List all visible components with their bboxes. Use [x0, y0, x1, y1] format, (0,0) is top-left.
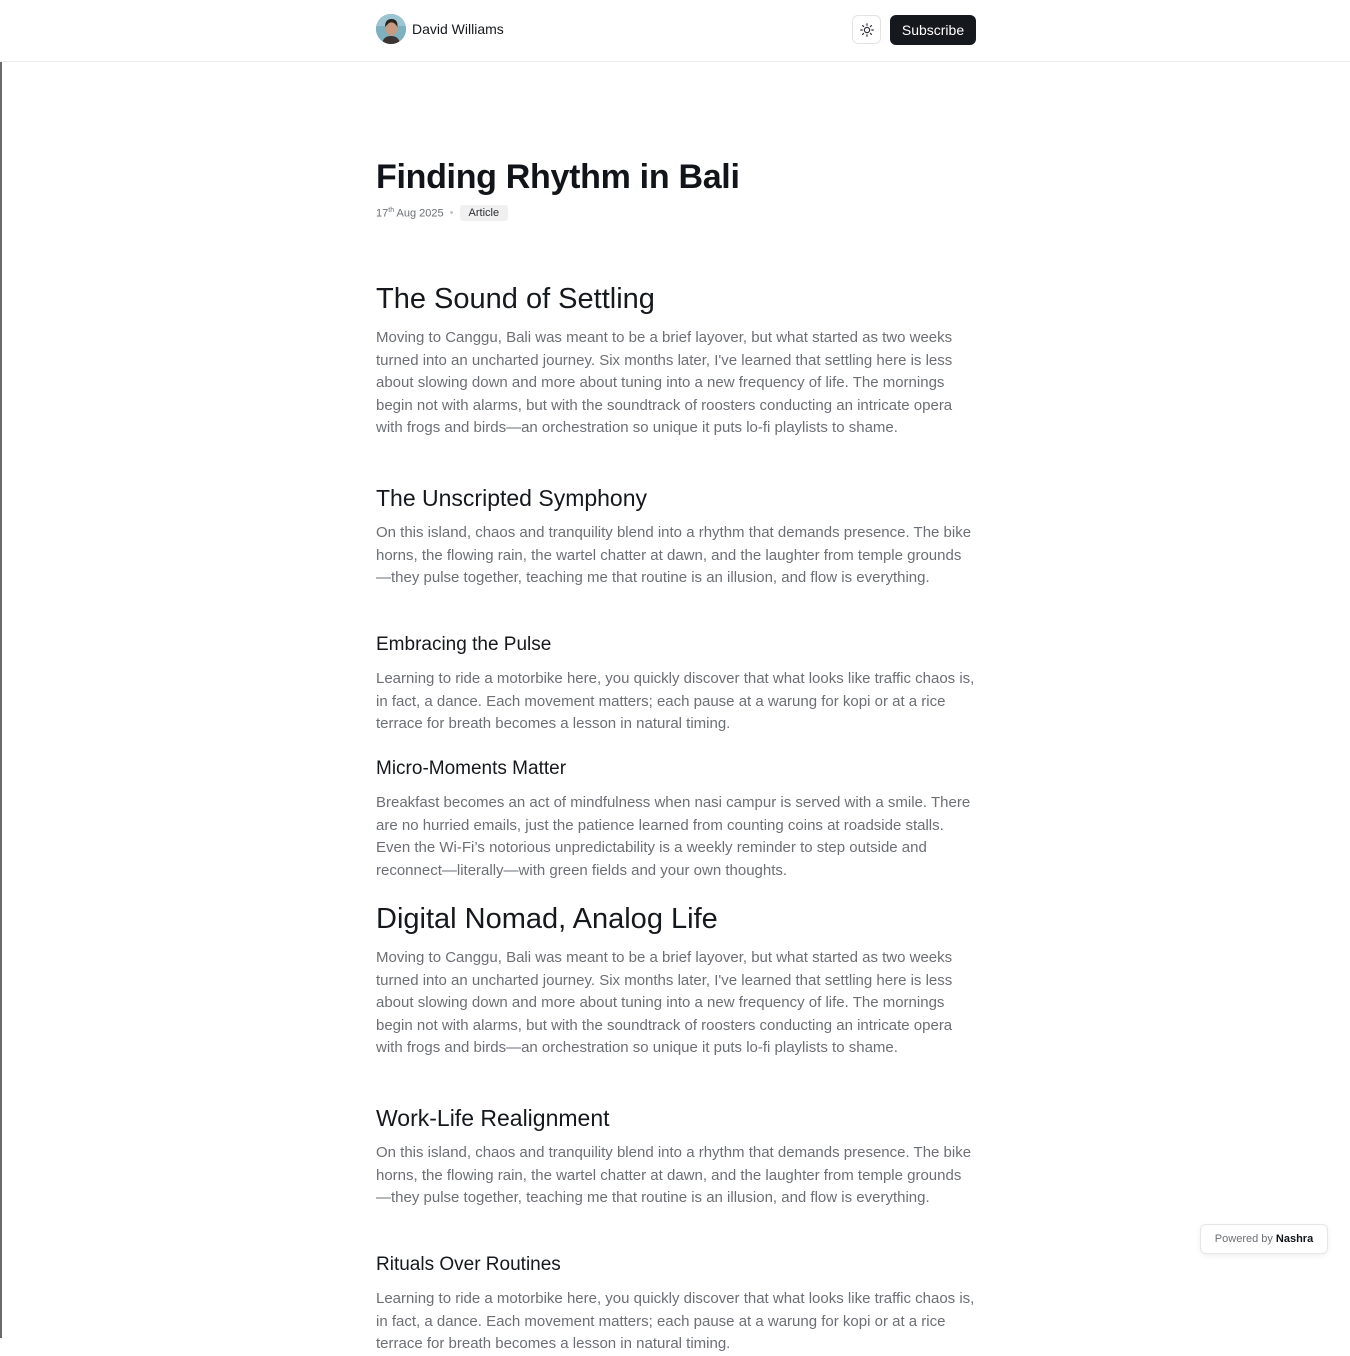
- section-paragraph: On this island, chaos and tranquility blend into a rhythm that demands presence. The bike horns, the flowing rain, the wartel chatter at dawn, and the laughter from temple grounds—they pulse together, teaching me that routine is an illusion, and flow is everything.: [376, 1144, 972, 1206]
- section-heading: Digital Nomad, Analog Life: [376, 903, 718, 935]
- author-name: David Williams: [412, 21, 504, 37]
- window-left-edge: [0, 0, 2, 1338]
- section-paragraph: Moving to Canggu, Bali was meant to be a brief layover, but what started as two weeks turned into an uncharted journey. Six months later, I've learned that settling here is less about slowing down and more about tuning into a new frequency of life. The mornings begin not with alarms, but with the soundtrack of roosters conducting an intricate opera with frogs and birds—an orchestration so unique it puts lo-fi playlists to shame.: [376, 329, 953, 436]
- section-heading: The Sound of Settling: [376, 283, 655, 315]
- top-navigation-bar: [0, 0, 1350, 62]
- section-heading: Micro-Moments Matter: [376, 758, 567, 779]
- section-heading: Rituals Over Routines: [376, 1254, 561, 1275]
- date-suffix: th: [388, 206, 395, 214]
- meta-separator: •: [449, 207, 454, 219]
- section-paragraph: Breakfast becomes an act of mindfulness when nasi campur is served with a smile. There are no hurried emails, just the patience learned from counting coins at roadside stalls. Even the Wi-Fi’s notorious unpredictability is a weekly reminder to step outside and reconnect—literally—with green fields and your own thoughts.: [376, 794, 971, 879]
- powered-by-prefix: Powered by: [1214, 1233, 1273, 1245]
- section-heading: Embracing the Pulse: [376, 634, 552, 655]
- post-date: [376, 207, 444, 220]
- date-day: 17: [376, 207, 389, 220]
- section-paragraph: Moving to Canggu, Bali was meant to be a brief layover, but what started as two weeks turned into an uncharted journey. Six months later, I've learned that settling here is less about slowing down and more about tuning into a new frequency of life. The mornings begin not with alarms, but with the soundtrack of roosters conducting an intricate opera with frogs and birds—an orchestration so unique it puts lo-fi playlists to shame.: [376, 949, 953, 1056]
- post-meta: [376, 205, 508, 221]
- theme-toggle-button[interactable]: [852, 15, 881, 44]
- post-type-badge: Article: [460, 205, 509, 221]
- section-paragraph: Learning to ride a motorbike here, you quickly discover that what looks like traffic chaos is, in fact, a dance. Each movement matters; each pause at a warung for kopi or at a rice terrace for breath becomes a lesson in natural timing.: [376, 1290, 975, 1352]
- page-title: Finding Rhythm in Bali: [376, 158, 740, 196]
- powered-by-badge[interactable]: [1200, 1224, 1328, 1254]
- subscribe-button[interactable]: Subscribe: [890, 15, 976, 45]
- sun-icon: [860, 23, 874, 37]
- section-heading: Work-Life Realignment: [376, 1105, 610, 1131]
- section-paragraph: On this island, chaos and tranquility blend into a rhythm that demands presence. The bike horns, the flowing rain, the wartel chatter at dawn, and the laughter from temple grounds—they pulse together, teaching me that routine is an illusion, and flow is everything.: [376, 524, 972, 586]
- top-navigation-inner: [376, 0, 976, 61]
- section-paragraph: Learning to ride a motorbike here, you quickly discover that what looks like traffic chaos is, in fact, a dance. Each movement matters; each pause at a warung for kopi or at a rice terrace for breath becomes a lesson in natural timing.: [376, 670, 975, 732]
- date-month-year: Aug 2025: [396, 207, 444, 220]
- powered-by-brand: Nashra: [1275, 1233, 1314, 1245]
- author-profile-link[interactable]: [376, 14, 504, 44]
- section-heading: The Unscripted Symphony: [376, 485, 648, 511]
- avatar: [376, 14, 406, 44]
